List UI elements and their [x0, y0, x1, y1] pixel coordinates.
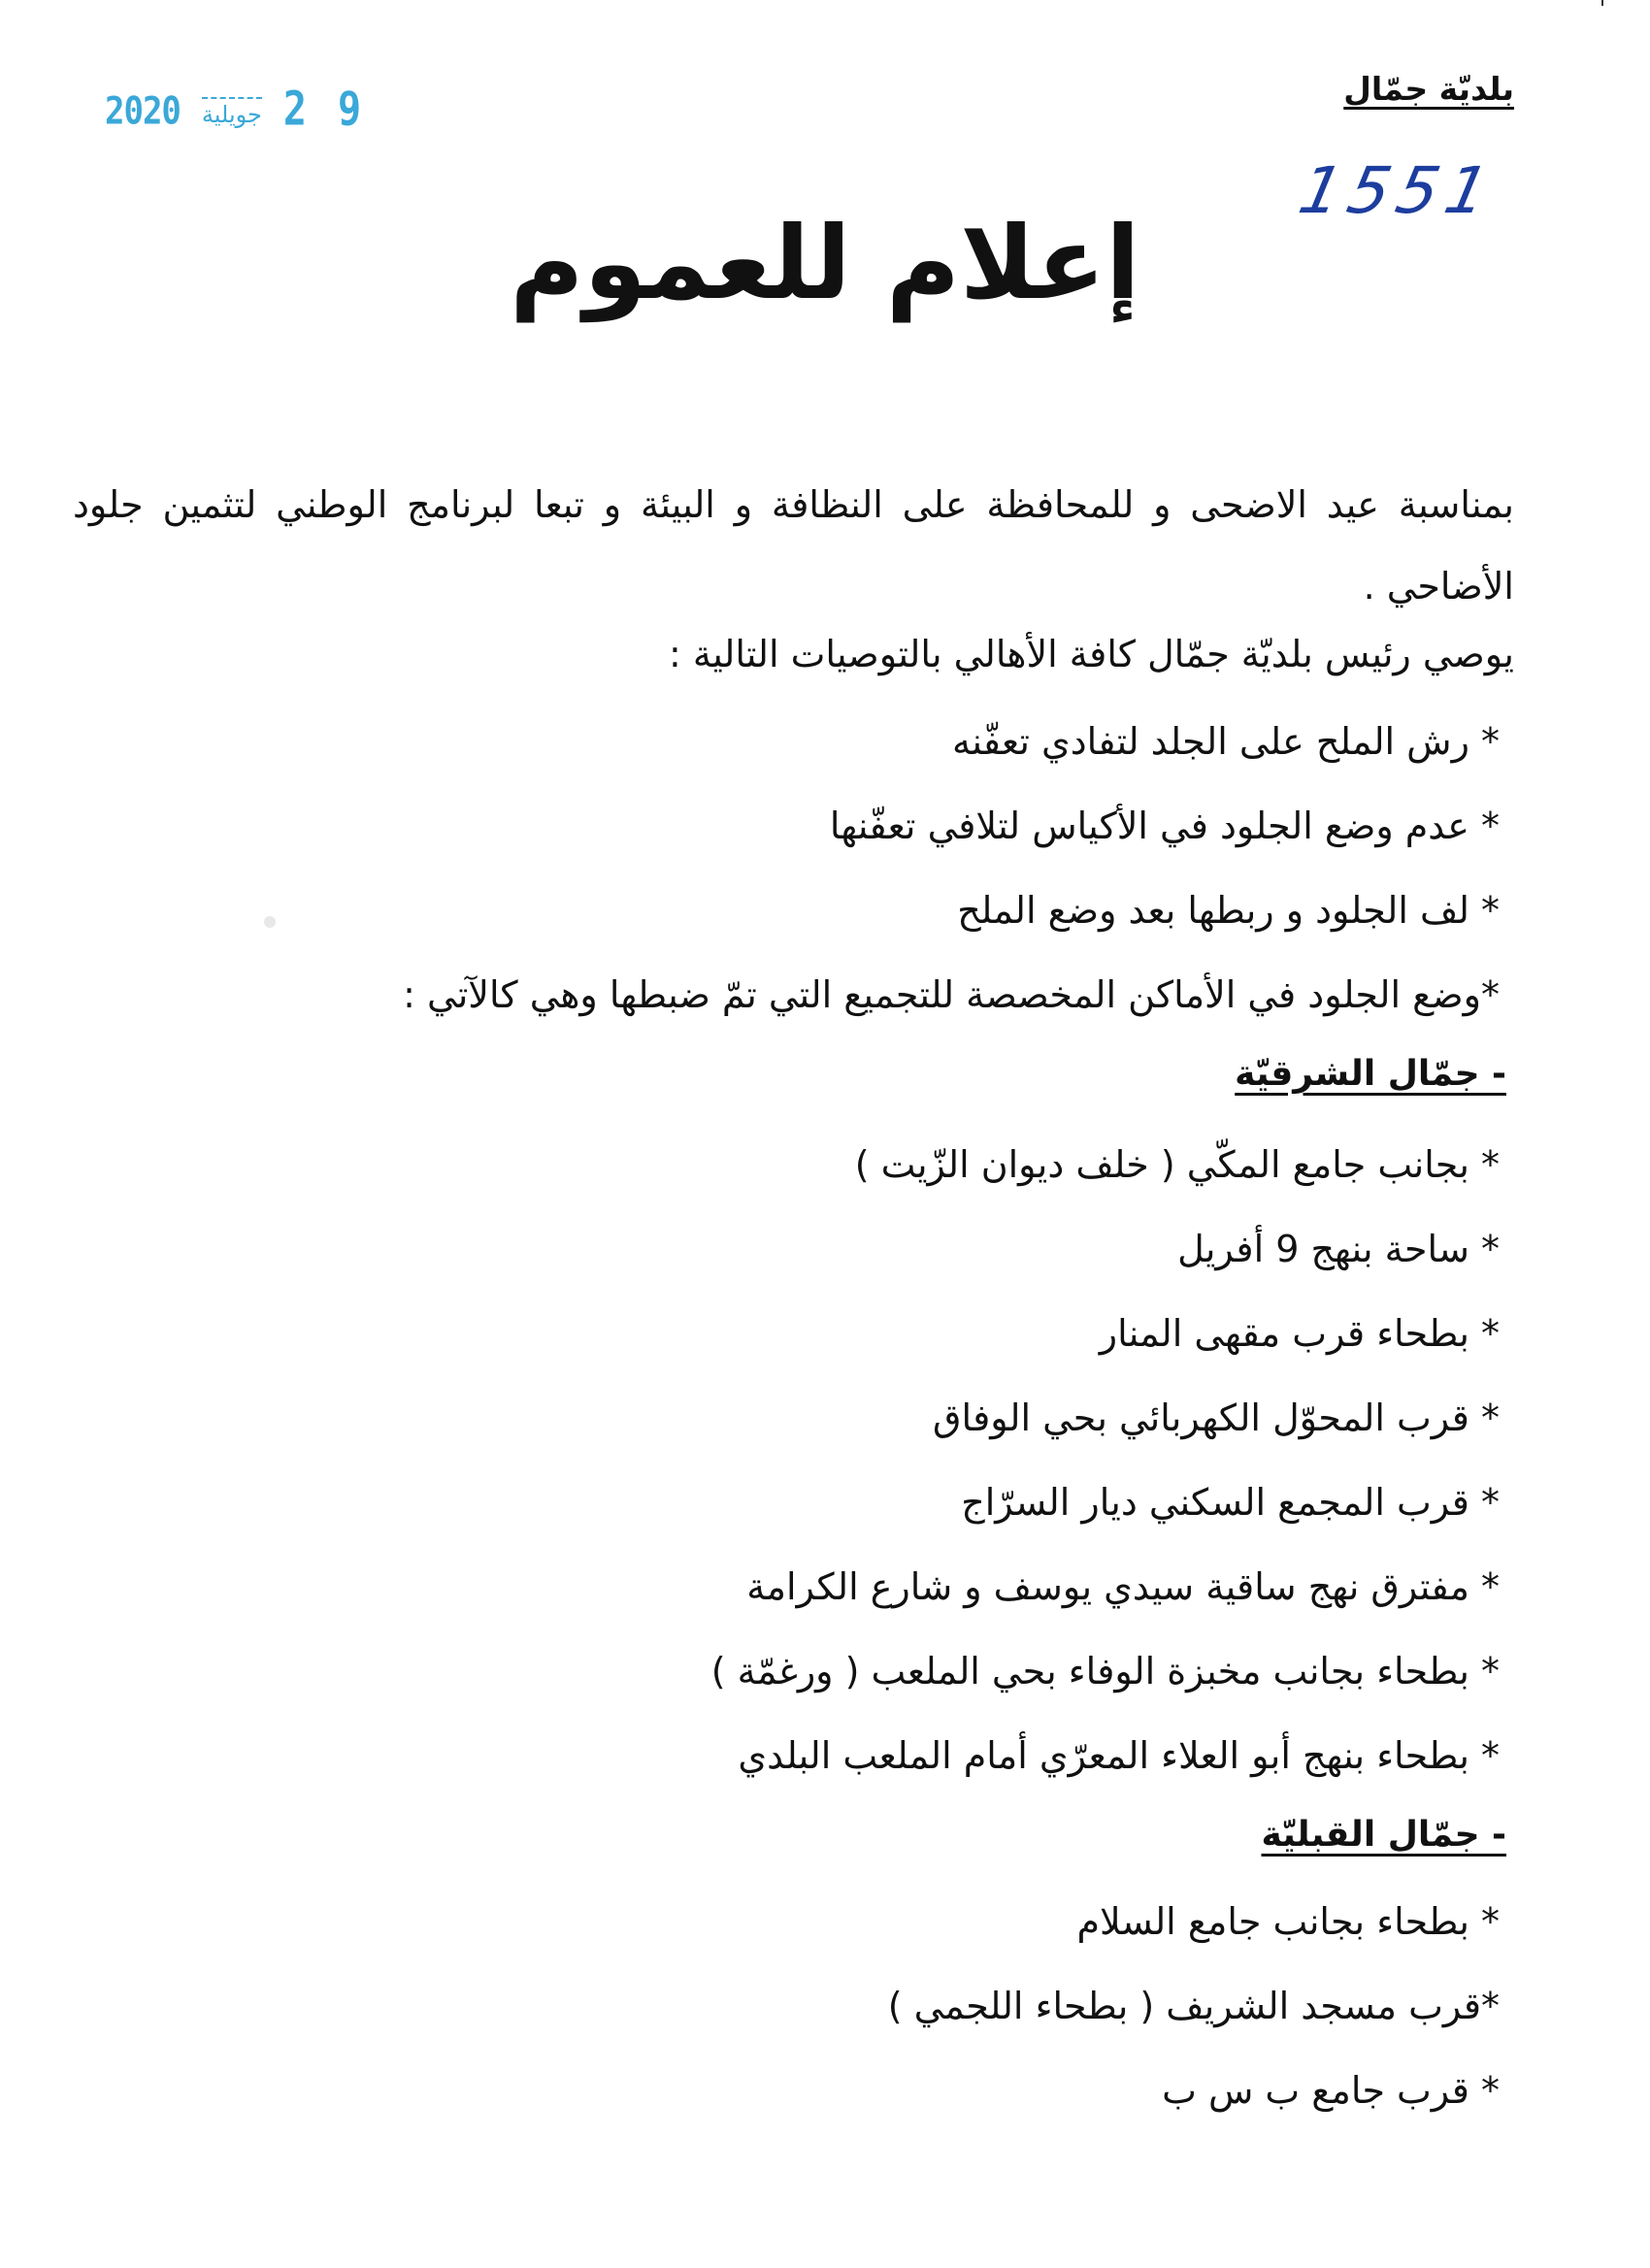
section-heading-qibli: - جمّال القبليّة [1261, 1815, 1506, 1855]
scan-edge-mark [1601, 0, 1603, 6]
list-item: * ساحة بنهج 9 أفريل [1177, 1228, 1500, 1270]
stamp-month: جويلية [202, 97, 262, 128]
list-item: * بطحاء بجانب جامع السلام [1076, 1900, 1500, 1943]
list-item: *وضع الجلود في الأماكن المخصصة للتجميع التي تمّ ضبطها وهي كالآتي : [403, 973, 1500, 1016]
list-item: *قرب مسجد الشريف ( بطحاء اللجمي ) [887, 1985, 1500, 2027]
location-list-east [711, 1143, 1500, 1819]
stamp-day: 2 9 [282, 82, 366, 137]
handwritten-reference-number: 1551 [1292, 153, 1503, 228]
list-item: * رش الملح على الجلد لتفادي تعفّنه [951, 720, 1500, 763]
page-title: إعلام للعموم [510, 204, 1140, 322]
list-item: * لف الجلود و ربطها بعد وضع الملح [957, 889, 1500, 932]
municipality-name: بلديّة جمّال [1343, 70, 1514, 108]
list-item: * قرب المجمع السكني ديار السرّاج [961, 1481, 1500, 1524]
scan-speck [264, 916, 276, 928]
location-list-qibli [888, 1900, 1500, 2153]
date-stamp [105, 82, 366, 137]
recommendation-list [403, 720, 1500, 1058]
list-item: * بجانب جامع المكّي ( خلف ديوان الزّيت ) [854, 1143, 1500, 1186]
list-item: * بطحاء قرب مقهى المنار [1099, 1312, 1500, 1355]
list-item: * بطحاء بجانب مخبزة الوفاء بحي الملعب ( ورغمّة ) [710, 1650, 1500, 1693]
stamp-year: 2020 [105, 89, 181, 134]
list-item: * عدم وضع الجلود في الأكياس لتلافي تعفّنها [829, 805, 1500, 847]
list-item: * مفترق نهج ساقية سيدي يوسف و شارع الكرامة [746, 1565, 1500, 1608]
list-item: * بطحاء بنهج أبو العلاء المعرّي أمام الملعب البلدي [738, 1734, 1500, 1777]
recommendation-intro: يوصي رئيس بلديّة جمّال كافة الأهالي بالتوصيات التالية : [669, 633, 1514, 675]
section-heading-east: - جمّال الشرقيّة [1235, 1054, 1506, 1094]
intro-paragraph: بمناسبة عيد الاضحى و للمحافظة على النظافة و البيئة و تبعا لبرنامج الوطني لتثمين جلود الأضاحي . [73, 483, 1514, 608]
list-item: * قرب جامع ب س ب [1162, 2069, 1500, 2112]
list-item: * قرب المحوّل الكهربائي بحي الوفاق [933, 1397, 1500, 1439]
